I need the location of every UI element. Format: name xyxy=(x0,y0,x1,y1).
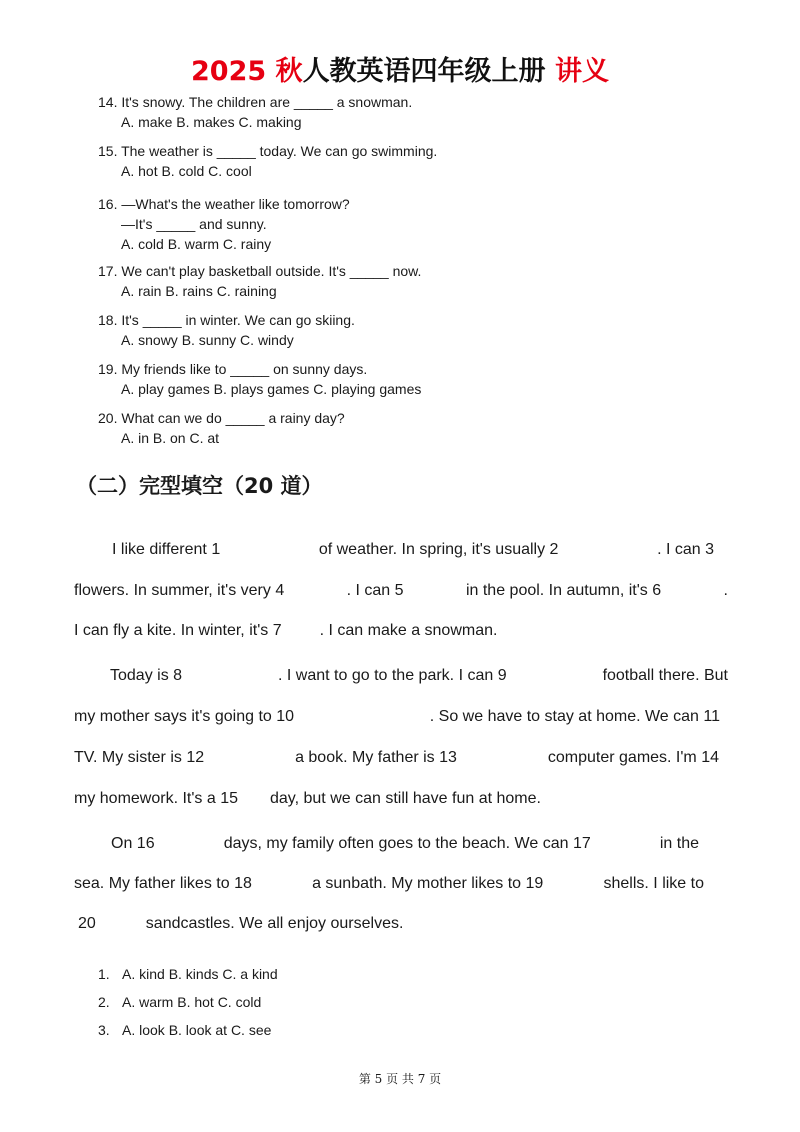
question-text: 20. What can we do _____ a rainy day? xyxy=(98,410,345,426)
passage-line-9 xyxy=(74,873,704,895)
passage-line-1 xyxy=(112,539,714,561)
passage-segment: days, my family often goes to the beach. We can 17 xyxy=(223,835,591,852)
passage-segment: . xyxy=(723,582,728,599)
question-20 xyxy=(98,408,345,448)
passage-segment: a sunbath. My mother likes to 19 xyxy=(312,875,544,892)
answer-option-text: A. look B. look at C. see xyxy=(122,1022,272,1038)
answer-option-number: 2. xyxy=(98,994,110,1010)
passage-segment: shells. I like to xyxy=(603,875,704,892)
passage-segment: in the xyxy=(659,835,699,852)
passage-segment: . I can make a snowman. xyxy=(319,622,498,639)
question-options: A. in B. on C. at xyxy=(121,430,220,446)
question-text: 17. We can't play basketball outside. It's _____ now. xyxy=(98,263,422,279)
answer-option-number: 1. xyxy=(98,966,110,982)
passage-line-5 xyxy=(74,706,720,728)
passage-segment: sea. My father likes to 18 xyxy=(74,875,252,892)
question-19 xyxy=(98,359,421,399)
question-text: 19. My friends like to _____ on sunny days. xyxy=(98,361,368,377)
title-type: 讲义 xyxy=(554,56,609,87)
section-heading: （二）完型填空（20 道） xyxy=(76,474,323,498)
passage-segment: my mother says it's going to 10 xyxy=(74,708,295,725)
question-18 xyxy=(98,310,355,350)
passage-segment: . I can 3 xyxy=(657,541,714,558)
question-text-2: —It's _____ and sunny. xyxy=(121,216,267,232)
question-options: A. snowy B. sunny C. windy xyxy=(121,332,294,348)
question-text: 18. It's _____ in winter. We can go skiing. xyxy=(98,312,355,328)
question-text: 15. The weather is _____ today. We can go swimming. xyxy=(98,143,438,159)
passage-segment: flowers. In summer, it's very 4 xyxy=(74,582,285,599)
passage-segment: I can fly a kite. In winter, it's 7 xyxy=(74,622,282,639)
page-title xyxy=(0,54,800,90)
passage-segment: TV. My sister is 12 xyxy=(74,749,205,766)
question-17 xyxy=(98,261,421,301)
passage-segment: Today is 8 xyxy=(110,667,183,684)
question-15 xyxy=(98,141,437,181)
passage-line-3 xyxy=(74,620,728,642)
title-year: 2025 秋 xyxy=(191,56,303,87)
passage-segment: of weather. In spring, it's usually 2 xyxy=(318,541,559,558)
answer-option-row xyxy=(98,964,278,984)
passage-segment: 20 xyxy=(78,915,96,932)
answer-options-list xyxy=(98,964,278,1040)
passage-line-8 xyxy=(111,833,699,855)
passage-segment: football there. But xyxy=(602,667,728,684)
passage-segment: I like different 1 xyxy=(112,541,221,558)
passage-segment: in the pool. In autumn, it's 6 xyxy=(465,582,662,599)
question-text: 16. —What's the weather like tomorrow? xyxy=(98,196,350,212)
passage-segment: . I can 5 xyxy=(346,582,404,599)
passage-segment: . So we have to stay at home. We can 11 xyxy=(429,708,720,725)
passage-segment: computer games. I'm 14 xyxy=(547,749,719,766)
passage-line-2 xyxy=(74,580,728,602)
question-options: A. make B. makes C. making xyxy=(121,114,302,130)
passage-line-4 xyxy=(110,665,728,687)
passage-segment: a book. My father is 13 xyxy=(295,749,457,766)
answer-option-text: A. warm B. hot C. cold xyxy=(122,994,262,1010)
question-16 xyxy=(98,194,350,254)
question-options: A. hot B. cold C. cool xyxy=(121,163,252,179)
answer-option-row xyxy=(98,1020,278,1040)
passage-line-6 xyxy=(74,747,719,769)
question-14 xyxy=(98,92,412,132)
passage-segment: my homework. It's a 15 xyxy=(74,790,238,807)
question-text: 14. It's snowy. The children are _____ a snowman. xyxy=(98,94,413,110)
passage-line-10 xyxy=(78,913,732,935)
question-options: A. cold B. warm C. rainy xyxy=(121,236,272,252)
answer-option-text: A. kind B. kinds C. a kind xyxy=(122,966,278,982)
passage-line-7 xyxy=(74,788,728,810)
passage-segment: . I want to go to the park. I can 9 xyxy=(278,667,507,684)
question-options: A. play games B. plays games C. playing games xyxy=(121,381,422,397)
title-course: 人教英语四年级上册 xyxy=(302,56,546,87)
passage-segment: On 16 xyxy=(111,835,155,852)
passage-segment: day, but we can still have fun at home. xyxy=(270,790,541,807)
passage-segment: sandcastles. We all enjoy ourselves. xyxy=(145,915,404,932)
page-footer: 第 5 页 共 7 页 xyxy=(358,1072,442,1086)
answer-option-row xyxy=(98,992,278,1012)
answer-option-number: 3. xyxy=(98,1022,110,1038)
question-options: A. rain B. rains C. raining xyxy=(121,283,277,299)
